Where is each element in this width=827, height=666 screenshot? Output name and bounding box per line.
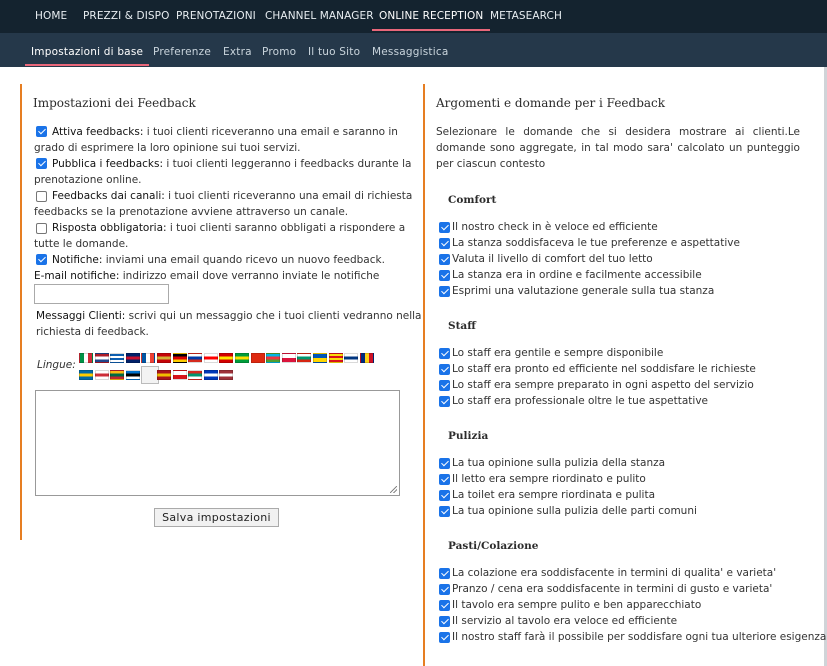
question-label: Lo staff era professionale oltre le tue aspettative bbox=[452, 395, 709, 407]
flag-bg-icon[interactable] bbox=[297, 353, 311, 363]
question-label: Pranzo / cena era soddisfacente in termini di gusto e varieta' bbox=[452, 583, 773, 595]
lingue-label: Lingue: bbox=[37, 359, 76, 371]
sub-nav-preferenze[interactable]: Preferenze bbox=[153, 46, 212, 58]
section-staff-title: Staff bbox=[448, 320, 476, 332]
right-panel-accent bbox=[423, 84, 425, 666]
question-label: Esprimi una valutazione generale sulla tua stanza bbox=[452, 285, 715, 297]
sub-nav-impostazioni-di-base[interactable]: Impostazioni di base bbox=[31, 33, 143, 67]
question-checkbox[interactable] bbox=[439, 490, 450, 501]
client-message-textarea[interactable] bbox=[35, 390, 400, 496]
top-nav-prenotazioni[interactable]: PRENOTAZIONI bbox=[176, 10, 256, 22]
question-checkbox[interactable] bbox=[439, 474, 450, 485]
question-checkbox[interactable] bbox=[439, 222, 450, 233]
question-checkbox[interactable] bbox=[439, 364, 450, 375]
left-panel-accent bbox=[20, 84, 22, 540]
question-label: Il servizio al tavolo era veloce ed efficiente bbox=[452, 615, 678, 627]
attiva-feedbacks-text-2: grado di esprimere la loro opinione sui tuoi servizi. bbox=[34, 142, 301, 154]
feedback-questions-title: Argomenti e domande per i Feedback bbox=[436, 96, 666, 110]
question-label: Il letto era sempre riordinato e pulito bbox=[452, 473, 646, 485]
flag-ro-icon[interactable] bbox=[360, 353, 374, 363]
risposta-obbligatoria-text: Risposta obbligatoria: i tuoi clienti saranno obbligati a rispondere a bbox=[52, 222, 406, 234]
email-notifiche-input[interactable] bbox=[34, 284, 169, 304]
question-checkbox[interactable] bbox=[439, 238, 450, 249]
question-label: La tua opinione sulla pulizia delle parti comuni bbox=[452, 505, 697, 517]
flag-fi-icon[interactable] bbox=[344, 353, 358, 363]
question-label: La stanza soddisfaceva le tue preferenze e aspettative bbox=[452, 237, 740, 249]
question-checkbox[interactable] bbox=[439, 584, 450, 595]
flag-pl-icon[interactable] bbox=[282, 353, 296, 363]
pubblica-feedbacks-text: Pubblica i feedbacks: i tuoi clienti leggeranno i feedbacks durante la bbox=[52, 158, 412, 170]
email-notifiche-text: E-mail notifiche: indirizzo email dove verranno inviate le notifiche bbox=[34, 270, 380, 282]
question-label: Lo staff era pronto ed efficiente nel soddisfare le richieste bbox=[452, 363, 756, 375]
flag-lt-icon[interactable] bbox=[110, 370, 124, 380]
question-label: Il tavolo era sempre pulito e ben apparecchiato bbox=[452, 599, 702, 611]
question-label: La colazione era soddisfacente in termini di qualita' e varieta' bbox=[452, 567, 777, 579]
messaggi-clienti-text-2: richiesta di feedback. bbox=[36, 326, 149, 338]
question-checkbox[interactable] bbox=[439, 616, 450, 627]
feedback-questions-description: Selezionare le domande che si desidera mostrare ai clienti.Le domande sono aggregate, in tal modo sara' calcolato un punteggio per ciascun contesto bbox=[436, 126, 800, 170]
sub-nav-il-tuo-sito[interactable]: Il tuo Sito bbox=[308, 46, 361, 58]
question-label: Lo staff era sempre preparato in ogni aspetto del servizio bbox=[452, 379, 754, 391]
top-nav-channel-manager[interactable]: CHANNEL MANAGER bbox=[265, 10, 374, 22]
question-checkbox[interactable] bbox=[439, 568, 450, 579]
question-label: Il nostro staff farà il possibile per soddisfare ogni tua ulteriore esigenza bbox=[452, 631, 827, 643]
question-checkbox[interactable] bbox=[439, 632, 450, 643]
save-settings-button[interactable]: Salva impostazioni bbox=[154, 508, 279, 527]
top-nav-online-reception[interactable]: ONLINE RECEPTION bbox=[379, 0, 483, 33]
notifiche-text: Notifiche: inviami una email quando ricevo un nuovo feedback. bbox=[52, 254, 385, 266]
flag-es-icon[interactable] bbox=[157, 370, 171, 380]
flag-ee-icon[interactable] bbox=[126, 370, 140, 380]
question-checkbox[interactable] bbox=[439, 286, 450, 297]
notifiche-checkbox[interactable] bbox=[36, 254, 47, 265]
sub-nav-promo[interactable]: Promo bbox=[262, 46, 297, 58]
flag-de-icon[interactable] bbox=[173, 353, 187, 363]
pubblica-feedbacks-checkbox[interactable] bbox=[36, 158, 47, 169]
flag-me-icon[interactable] bbox=[157, 353, 171, 363]
feedbacks-canali-text: Feedbacks dai canali: i tuoi clienti riceveranno una email di richiesta bbox=[52, 190, 413, 202]
flag-az-icon[interactable] bbox=[266, 353, 280, 363]
flag-eu-icon[interactable] bbox=[188, 370, 202, 380]
section-pulizia-title: Pulizia bbox=[448, 430, 489, 442]
question-checkbox[interactable] bbox=[439, 380, 450, 391]
question-checkbox[interactable] bbox=[439, 348, 450, 359]
risposta-obbligatoria-checkbox[interactable] bbox=[36, 223, 47, 234]
question-label: Valuta il livello di comfort del tuo letto bbox=[452, 253, 653, 265]
question-label: La toilet era sempre riordinata e pulita bbox=[452, 489, 656, 501]
top-nav-metasearch[interactable]: METASEARCH bbox=[490, 10, 562, 22]
top-nav bbox=[0, 0, 827, 33]
flag-cn-icon[interactable] bbox=[251, 353, 265, 363]
flag-il-icon[interactable] bbox=[204, 370, 218, 380]
pubblica-feedbacks-text-2: prenotazione online. bbox=[34, 174, 142, 186]
question-label: La tua opinione sulla pulizia della stanza bbox=[452, 457, 666, 469]
section-comfort-title: Comfort bbox=[448, 194, 497, 206]
messaggi-clienti-text: Messaggi Clienti: scrivi qui un messaggio che i tuoi clienti vedranno nella bbox=[36, 310, 422, 322]
flag-cz-icon[interactable] bbox=[173, 370, 187, 380]
question-label: Lo staff era gentile e sempre disponibile bbox=[452, 347, 664, 359]
risposta-obbligatoria-text-2: tutte le domande. bbox=[34, 238, 129, 250]
flag-mk-icon[interactable] bbox=[219, 353, 233, 363]
flag-se-icon[interactable] bbox=[79, 370, 93, 380]
flag-fr-icon[interactable] bbox=[141, 353, 155, 363]
question-checkbox[interactable] bbox=[439, 254, 450, 265]
top-nav-home[interactable]: HOME bbox=[35, 10, 68, 22]
question-checkbox[interactable] bbox=[439, 458, 450, 469]
flag-ua-icon[interactable] bbox=[313, 353, 327, 363]
flag-gr-icon[interactable] bbox=[110, 353, 124, 363]
question-checkbox[interactable] bbox=[439, 396, 450, 407]
flag-ca-icon[interactable] bbox=[329, 353, 343, 363]
flag-ge-icon[interactable] bbox=[204, 353, 218, 363]
question-checkbox[interactable] bbox=[439, 270, 450, 281]
feedbacks-canali-checkbox[interactable] bbox=[36, 191, 47, 202]
flag-kr-icon[interactable] bbox=[95, 370, 109, 380]
flag-br-icon[interactable] bbox=[235, 353, 249, 363]
feedbacks-canali-text-2: feedbacks se la prenotazione avviene attraverso un canale. bbox=[34, 206, 349, 218]
top-nav-prezzi-dispo[interactable]: PREZZI & DISPO bbox=[83, 10, 170, 22]
feedback-settings-title: Impostazioni dei Feedback bbox=[33, 96, 196, 110]
question-checkbox[interactable] bbox=[439, 506, 450, 517]
question-label: La stanza era in ordine e facilmente accessibile bbox=[452, 269, 702, 281]
flag-lv-icon[interactable] bbox=[219, 370, 233, 380]
sub-nav-messaggistica[interactable]: Messaggistica bbox=[372, 46, 449, 58]
question-label: Il nostro check in è veloce ed efficiente bbox=[452, 221, 658, 233]
question-checkbox[interactable] bbox=[439, 600, 450, 611]
sub-nav bbox=[0, 33, 827, 67]
sub-nav-extra[interactable]: Extra bbox=[223, 46, 252, 58]
attiva-feedbacks-checkbox[interactable] bbox=[36, 126, 47, 137]
flag-gb-icon[interactable] bbox=[126, 353, 140, 363]
section-pasti-title: Pasti/Colazione bbox=[448, 540, 539, 552]
attiva-feedbacks-text: Attiva feedbacks: i tuoi clienti riceveranno una email e saranno in bbox=[52, 126, 398, 138]
flag-it-icon[interactable] bbox=[79, 353, 93, 363]
flag-ru-icon[interactable] bbox=[188, 353, 202, 363]
flag-nl-icon[interactable] bbox=[95, 353, 109, 363]
